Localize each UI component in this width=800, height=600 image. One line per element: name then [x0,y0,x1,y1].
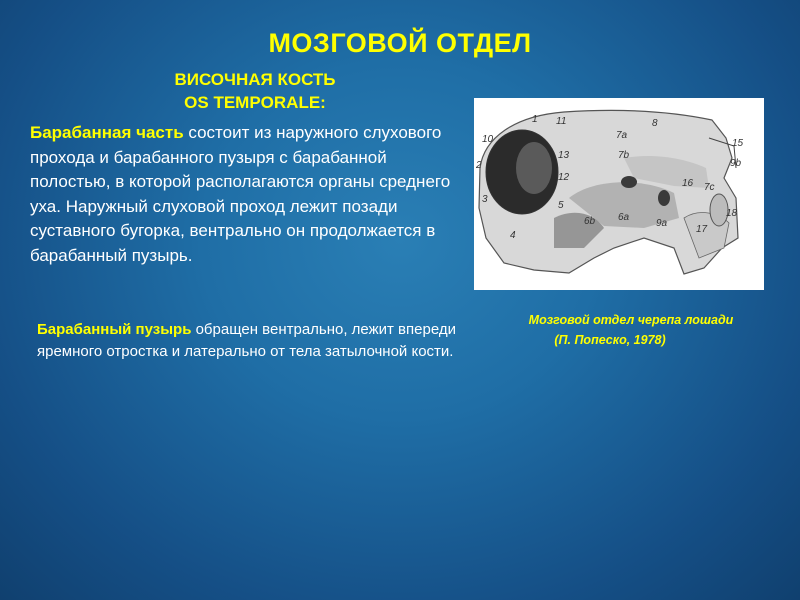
figure-label: 12 [558,172,570,183]
figure-label: 7b [618,150,630,161]
figure-label: 11 [556,116,567,127]
figure-label: 7c [704,182,715,193]
paragraph-tympanic-part-text: состоит из наружного слухового прохода и барабанного пузыря с барабанной полостью, в которой располагаются органы среднего уха. Наружный слуховой проход лежит позади суставного бугорка, вентрально он продолжается в барабанный пузырь. [30,123,451,265]
paragraph-tympanic-bulla [37,319,467,363]
paragraph-tympanic-part [30,121,470,269]
figure-label: 3 [482,194,488,205]
figure-label: 7a [616,130,628,141]
slide-title: МОЗГОВОЙ ОТДЕЛ [268,28,532,58]
subtitle-bone-name: ВИСОЧНАЯ КОСТЬ [174,70,336,89]
figure-label: 9a [656,218,668,229]
figure-label: 16 [682,178,694,189]
figure-label: 10 [482,134,494,145]
figure-label: 6b [584,216,596,227]
paragraph-tympanic-bulla-text: обращен вентрально, лежит впереди яремного отростка и латерально от тела затылочной кости. [37,321,456,360]
figure-label: 1 [532,114,538,125]
figure-label: 18 [726,208,738,219]
figure-label: 17 [696,224,708,235]
skull-drawing [474,98,764,290]
figure-caption-title: Мозговой отдел черепа лошади [528,313,734,327]
figure-label: 15 [732,138,744,149]
subtitle-latin-name: OS TEMPORALE: [184,93,326,112]
figure-label: 2 [476,160,482,171]
figure-label: 4 [510,230,516,241]
figure-label: 8 [652,118,658,129]
term-tympanic-part: Барабанная часть [30,123,184,142]
figure-label: 13 [558,150,570,161]
figure-label: 5 [558,200,564,211]
figure-label: 6a [618,212,630,223]
figure-label: 9b [730,158,742,169]
skull-illustration [474,98,764,290]
term-tympanic-bulla: Барабанный пузырь [37,321,192,338]
figure-caption-source: (П. Попеско, 1978) [554,333,666,347]
